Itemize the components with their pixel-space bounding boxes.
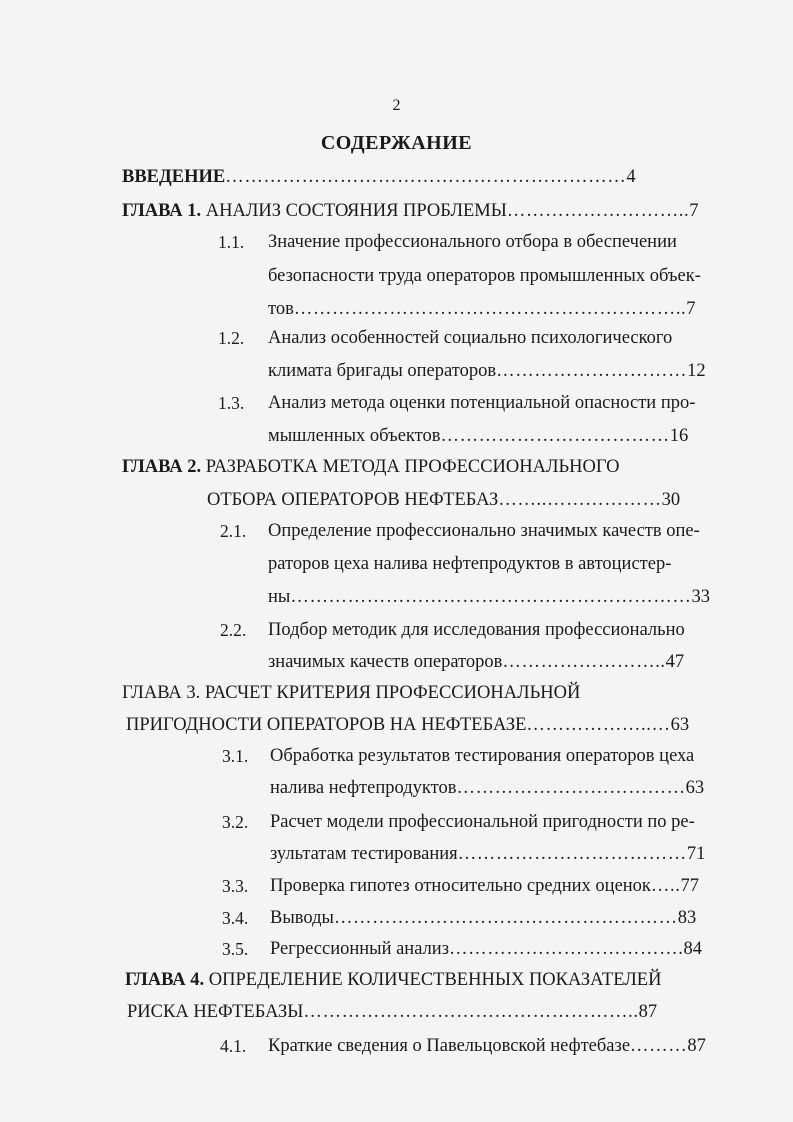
section-title-line: Выводы [270, 908, 334, 928]
section-title-line[interactable]: Анализ метода оценки потенциальной опасности про- [268, 393, 696, 413]
section-title-line: Регрессионный анализ [270, 939, 450, 959]
toc-page: 33 [691, 587, 710, 607]
toc-dots: ……………………………… [456, 778, 686, 798]
toc-page: 63 [670, 715, 690, 735]
section-number: 3.1. [222, 746, 249, 766]
toc-entry-chapter-3[interactable] [122, 681, 580, 705]
toc-dots: …………………………………………….. [303, 1002, 639, 1022]
section-title-line: тов [268, 299, 294, 319]
section-number: 1.3. [218, 393, 245, 413]
section-title-line[interactable]: Анализ особенностей социально психологического [268, 328, 673, 348]
section-title-line[interactable]: Обработка результатов тестирования операторов цеха [270, 746, 695, 766]
toc-page: 4 [626, 167, 636, 187]
chapter-label: ГЛАВА 4. [125, 970, 205, 990]
toc-entry-2-2-end[interactable] [268, 650, 684, 674]
chapter-title: ГЛАВА 3. РАСЧЕТ КРИТЕРИЯ ПРОФЕССИОНАЛЬНОЙ [122, 683, 581, 703]
toc-dots: ……………………………… [457, 844, 687, 864]
section-title-line: ны [268, 587, 291, 607]
toc-page: 16 [669, 426, 689, 446]
toc-dots: ……..……………… [498, 490, 662, 510]
toc-page: 7 [686, 299, 696, 319]
toc-entry-chapter-4-end[interactable] [127, 1000, 657, 1024]
toc-entry-1-1-end[interactable] [268, 297, 696, 321]
chapter-label: ГЛАВА 1. [122, 201, 202, 221]
page-number: 2 [392, 97, 401, 114]
section-number: 1.1. [218, 232, 245, 252]
toc-entry-1-3-end[interactable] [268, 424, 688, 448]
toc-entry-1-2-end[interactable] [268, 359, 706, 383]
section-number: 4.1. [220, 1036, 247, 1056]
section-number: 3.3. [222, 876, 249, 896]
toc-dots: …………………….. [502, 652, 666, 672]
toc-entry-intro[interactable] [122, 165, 636, 189]
toc-page: 83 [677, 908, 697, 928]
toc-dots: ……………………………………………… [333, 908, 678, 928]
toc-page: 63 [685, 778, 705, 798]
section-number: 3.5. [222, 939, 249, 959]
chapter-title: ПРИГОДНОСТИ ОПЕРАТОРОВ НА НЕФТЕБАЗЕ [126, 715, 527, 735]
toc-page: 71 [686, 844, 706, 864]
section-number: 3.4. [222, 908, 249, 928]
section-title-line: Проверка гипотез относительно средних оценок [270, 876, 651, 896]
toc-entry-3-1-end[interactable] [270, 776, 704, 800]
toc-page: 47 [665, 652, 685, 672]
toc-dots: ………………………… [496, 361, 688, 381]
toc-entry-chapter-3-end[interactable] [126, 713, 689, 737]
toc-dots: ……………………………………………………… [290, 587, 692, 607]
page-title: СОДЕРЖАНИЕ [320, 132, 473, 154]
chapter-title: ОПРЕДЕЛЕНИЕ КОЛИЧЕСТВЕННЫХ ПОКАЗАТЕЛЕЙ [204, 970, 662, 990]
toc-entry-3-2-end[interactable] [270, 842, 705, 866]
toc-entry-chapter-2[interactable] [122, 455, 619, 479]
section-number: 2.2. [220, 620, 247, 640]
section-title-line[interactable]: Подбор методик для исследования профессионально [268, 620, 685, 640]
section-number: 3.2. [222, 812, 249, 832]
section-title-line[interactable]: Расчет модели профессиональной пригодности по ре- [270, 812, 695, 832]
chapter-title: АНАЛИЗ СОСТОЯНИЯ ПРОБЛЕМЫ [201, 201, 507, 221]
chapter-title: ОТБОРА ОПЕРАТОРОВ НЕФТЕБАЗ [207, 490, 499, 510]
toc-dots: ……………………….. [506, 201, 690, 221]
section-title-line: Краткие сведения о Павельцовской нефтебазе [268, 1036, 631, 1056]
toc-dots: ……………………………………………………… [225, 167, 627, 187]
section-title-line[interactable]: безопасности труда операторов промышленных объек- [268, 266, 701, 286]
chapter-label: ГЛАВА 2. [122, 457, 202, 477]
toc-entry-chapter-2-end[interactable] [207, 488, 680, 512]
toc-page: 87 [638, 1002, 658, 1022]
toc-dots: ……………………………… [440, 426, 670, 446]
section-title-line: налива нефтепродуктов [270, 778, 457, 798]
toc-entry-chapter-4[interactable] [125, 968, 661, 992]
section-number: 1.2. [218, 328, 245, 348]
section-title-line[interactable]: раторов цеха налива нефтепродуктов в автоцистер- [268, 554, 672, 574]
toc-dots: ….. [650, 876, 681, 896]
section-title-line: зультатам тестирования [270, 844, 458, 864]
toc-page: 30 [661, 490, 681, 510]
section-title-line: климата бригады операторов [268, 361, 497, 381]
toc-entry-3-3[interactable] [270, 874, 699, 898]
section-title-line: мышленных объектов [268, 426, 441, 446]
section-title-line: значимых качеств операторов [268, 652, 503, 672]
toc-entry-4-1[interactable] [268, 1034, 706, 1058]
section-title-line[interactable]: Определение профессионально значимых качеств опе- [268, 521, 700, 541]
toc-dots: ………………..… [526, 715, 671, 735]
toc-entry-3-4[interactable] [270, 906, 696, 930]
section-title-line[interactable]: Значение профессионального отбора в обеспечении [268, 232, 677, 252]
section-number: 2.1. [220, 521, 247, 541]
toc-dots: ……… [630, 1036, 688, 1056]
toc-entry-chapter-1[interactable] [122, 199, 699, 223]
toc-dots: …………………………………………………….. [293, 299, 687, 319]
toc-intro-label: ВВЕДЕНИЕ [122, 167, 226, 187]
toc-page: 7 [689, 201, 699, 221]
toc-page: 84 [683, 939, 702, 959]
toc-page: 12 [687, 361, 706, 381]
chapter-title: РАЗРАБОТКА МЕТОДА ПРОФЕССИОНАЛЬНОГО [201, 457, 620, 477]
toc-entry-2-1-end[interactable] [268, 585, 710, 609]
chapter-title: РИСКА НЕФТЕБАЗЫ [127, 1002, 304, 1022]
toc-entry-3-5[interactable] [270, 937, 702, 961]
toc-page: 77 [680, 876, 699, 896]
toc-dots: ………………………………. [449, 939, 684, 959]
toc-page: 87 [687, 1036, 706, 1056]
